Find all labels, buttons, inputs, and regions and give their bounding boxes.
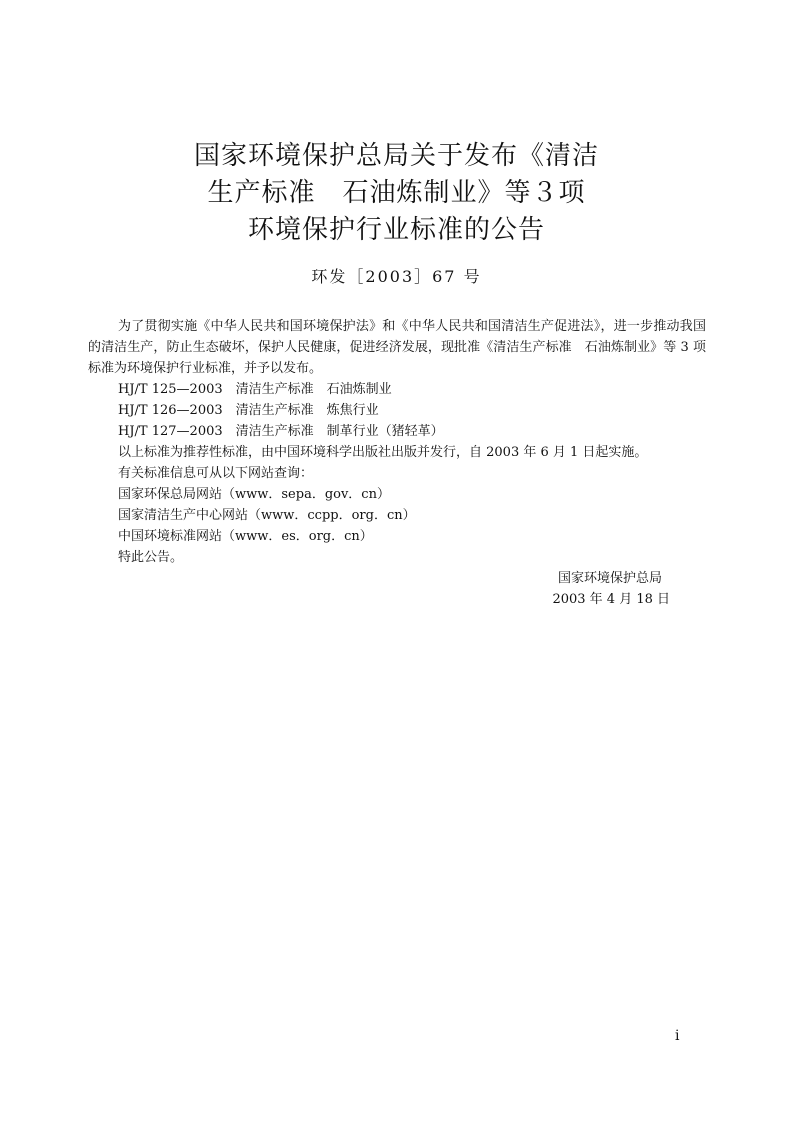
closing-text: 特此公告。: [118, 550, 184, 565]
intro-paragraph: 为了贯彻实施《中华人民共和国环境保护法》和《中华人民共和国清洁生产促进法》，进一步推动我国的清洁生产，防止生态破坏，保护人民健康，促进经济发展，现批准《清洁生产标准 石油炼制业》等 3 项标准为环境保护行业标准，并予以发布。: [88, 319, 706, 376]
title-line-1: 国家环境保护总局关于发布《清洁: [193, 141, 599, 171]
document-number: 环发［2003］67 号: [311, 267, 482, 286]
announcement-title: [120, 138, 673, 249]
websites-intro: 有关标准信息可从以下网站查询：: [118, 466, 314, 481]
announcement-body: [88, 316, 706, 568]
website-item-1: 国家环保总局网站（www．sepa．gov．cn）: [118, 487, 390, 502]
standard-item-2: HJ/T 126—2003 清洁生产标准 炼焦行业: [118, 403, 379, 418]
recommendation-text: 以上标准为推荐性标准，由中国环境科学出版社出版并发行，自 2003 年 6 月 1 日起实施。: [118, 445, 648, 460]
standard-item-1: HJ/T 125—2003 清洁生产标准 石油炼制业: [118, 382, 392, 397]
page-number: i: [675, 1028, 680, 1044]
signature-block: [480, 568, 670, 610]
website-item-2: 国家清洁生产中心网站（www．ccpp．org．cn）: [118, 508, 416, 523]
website-item-3: 中国环境标准网站（www．es．org．cn）: [118, 529, 373, 544]
title-line-3: 环境保护行业标准的公告: [247, 215, 545, 245]
standard-item-3: HJ/T 127—2003 清洁生产标准 制革行业（猪轻革）: [118, 424, 444, 439]
issuing-organization: 国家环境保护总局: [557, 571, 662, 586]
title-line-2: 生产标准 石油炼制业》等３项: [207, 178, 586, 208]
issue-date: 2003 年 4 月 18 日: [552, 592, 670, 607]
